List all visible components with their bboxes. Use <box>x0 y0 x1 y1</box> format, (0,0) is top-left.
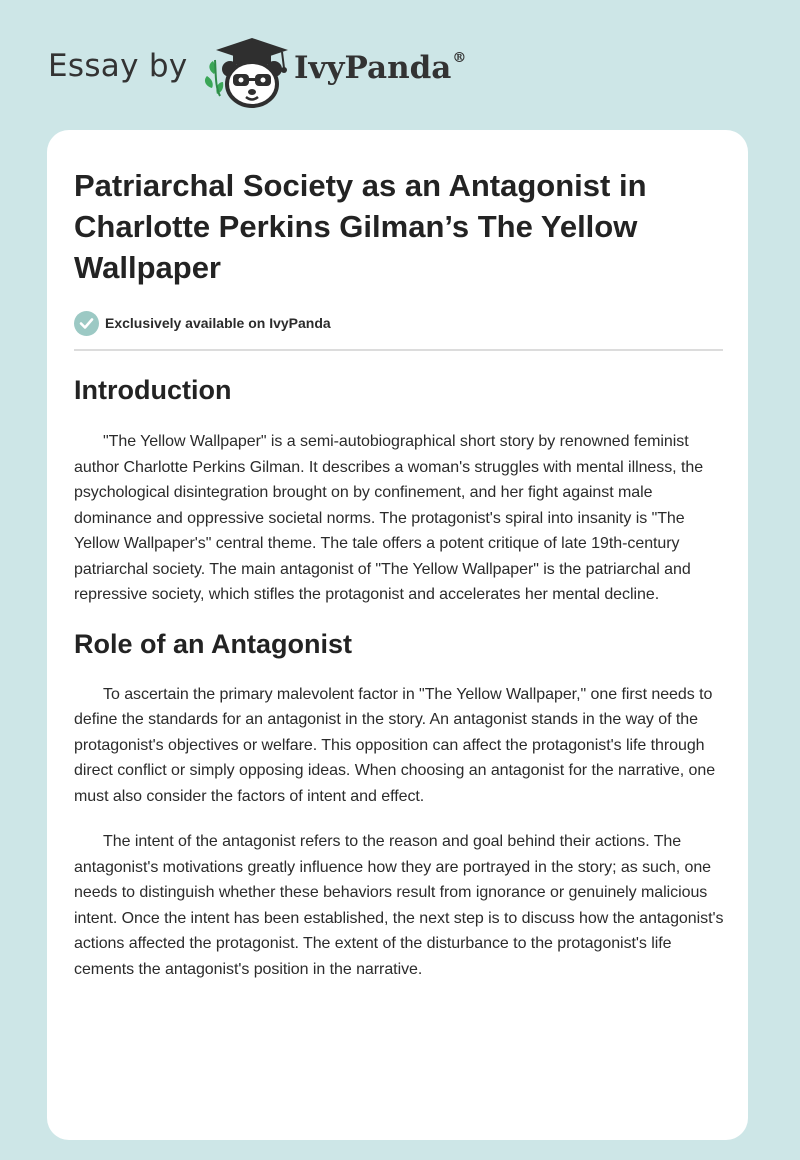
title-divider <box>74 349 723 351</box>
paragraph: The intent of the antagonist refers to the reason and goal behind their actions. The antagonist's motivations greatly influence how they are portrayed in the story; as such, one needs to distinguish whether these behaviors result from ignorance or genuinely malicious intent. Once the intent has been established, the next step is to discuss how the antagonist's actions affected the protagonist. The extent of the disturbance to the protagonist's life cements the antagonist's position in the narrative. <box>74 833 724 978</box>
section-heading-role-of-antagonist: Role of an Antagonist <box>74 628 352 659</box>
check-circle-icon <box>74 311 99 336</box>
exclusive-badge <box>74 310 724 336</box>
registered-mark: ® <box>452 50 467 66</box>
site-header <box>48 34 748 110</box>
essay-title: Patriarchal Society as an Antagonist in Charlotte Perkins Gilman’s The Yellow Wallpaper <box>74 168 647 285</box>
essay-by-label: Essay by <box>48 48 188 84</box>
essay-content <box>74 165 724 982</box>
essay-card <box>47 130 748 1140</box>
exclusive-label: Exclusively available on IvyPanda <box>105 315 331 331</box>
paragraph: "The Yellow Wallpaper" is a semi-autobiographical short story by renowned feminist author Charlotte Perkins Gilman. It describes a woman's struggles with mental illness, the psychological disintegration brought on by confinement, and her fight against male dominance and oppressive societal norms. The protagonist's spiral into insanity is "The Yellow Wallpaper's" central theme. The tale offers a potent critique of late 19th-century patriarchal society. The main antagonist of "The Yellow Wallpaper" is the patriarchal and repressive society, which stifles the protagonist and accelerates her mental decline. <box>74 433 704 603</box>
paragraph: To ascertain the primary malevolent factor in "The Yellow Wallpaper," one first needs to define the standards for an antagonist in the story. An antagonist stands in the way of the protagonist's objectives or welfare. This opposition can affect the protagonist's life through direct conflict or simply opposing ideas. When choosing an antagonist for the narrative, one must also consider the factors of intent and effect. <box>74 685 716 805</box>
brand-label[interactable]: IvyPanda <box>294 50 452 86</box>
brand-name[interactable] <box>294 50 466 86</box>
panda-logo-icon[interactable] <box>200 34 290 110</box>
section-heading-introduction: Introduction <box>74 375 232 405</box>
